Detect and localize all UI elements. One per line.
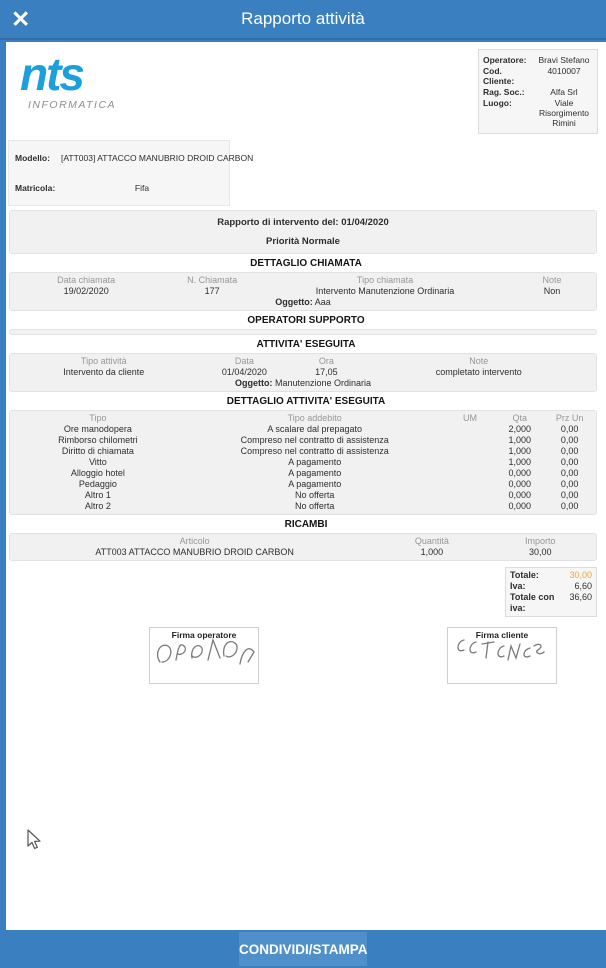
info-value: 4010007	[547, 66, 581, 76]
ricambi-rows	[10, 547, 596, 558]
close-icon[interactable]: ✕	[11, 6, 31, 32]
operator-signature-label: Firma operatore	[171, 630, 237, 640]
prz-un-cell: 0,00	[560, 468, 579, 478]
um-cell	[444, 479, 497, 490]
operator-signature-box[interactable]	[149, 627, 259, 684]
report-document	[6, 42, 606, 930]
report-banner	[9, 210, 597, 254]
tipo-addebito-cell: Compreso nel contratto di assistenza	[240, 435, 389, 445]
modello-row	[15, 153, 254, 163]
device-info-box	[8, 140, 254, 206]
note-value: completato intervento	[435, 367, 522, 377]
note-value: Non	[543, 286, 561, 296]
total-row	[510, 581, 592, 592]
matricola-label: Matricola:	[15, 183, 56, 193]
n-chiamata-value: 177	[204, 286, 220, 296]
qta-cell: 0,000	[508, 468, 532, 478]
col-header: Note	[542, 275, 562, 285]
col-header: Importo	[525, 536, 556, 546]
tipo-addebito-cell: A scalare dal prepagato	[267, 424, 362, 434]
info-value: Alfa Srl	[550, 87, 578, 97]
dettaglio-attivita-band	[9, 410, 597, 515]
info-label: Luogo:	[483, 98, 512, 108]
report-date-line: Rapporto di intervento del: 01/04/2020	[217, 217, 389, 228]
prz-un-cell: 0,00	[560, 490, 579, 500]
info-value: Bravi Stefano	[538, 55, 590, 65]
tipo-addebito-cell: A pagamento	[288, 457, 342, 467]
section-title-ricambi: RICAMBI	[284, 519, 328, 530]
qta-cell: 1,000	[508, 457, 532, 467]
col-header: Tipo chiamata	[356, 275, 414, 285]
ricambi-headers	[10, 536, 596, 547]
qta-cell: 0,000	[508, 490, 532, 500]
table-row	[10, 547, 596, 558]
oggetto-line	[10, 378, 596, 389]
customer-info-row	[483, 98, 593, 128]
table-row	[10, 468, 596, 479]
prz-un-cell: 0,00	[560, 479, 579, 489]
importo-cell: 30,00	[529, 547, 552, 557]
articolo-cell: ATT003 ATTACCO MANUBRIO DROID CARBON	[95, 547, 294, 557]
tipo-addebito-cell: Compreso nel contratto di assistenza	[240, 446, 389, 456]
page-title: Rapporto attività	[241, 9, 365, 28]
col-header: Data chiamata	[57, 275, 116, 285]
col-header: Tipo addebito	[287, 413, 342, 423]
col-header: Data	[234, 356, 254, 366]
prz-un-cell: 0,00	[560, 446, 579, 456]
prz-un-cell: 0,00	[560, 435, 579, 445]
total-row	[510, 592, 592, 614]
tipo-addebito-cell: A pagamento	[288, 468, 342, 478]
dettaglio-chiamata-band	[9, 272, 597, 311]
signatures-zone	[6, 627, 606, 697]
report-priority-line: Priorità Normale	[266, 236, 340, 247]
total-label: Iva:	[510, 581, 526, 591]
share-print-button[interactable]: CONDIVIDI/STAMPA	[239, 932, 367, 966]
um-cell	[444, 468, 497, 479]
dettaglio-attivita-headers	[10, 413, 596, 424]
table-row	[10, 490, 596, 501]
tipo-cell: Altro 2	[84, 501, 111, 511]
data-value: 01/04/2020	[221, 367, 267, 377]
info-value: Viale Risorgimento Rimini	[538, 98, 590, 128]
tipo-cell: Diritto di chiamata	[61, 446, 134, 456]
info-label: Operatore:	[483, 55, 527, 65]
col-header: UM	[462, 413, 477, 423]
table-row	[10, 457, 596, 468]
oggetto-label: Oggetto:	[275, 297, 313, 307]
customer-info-row	[483, 55, 593, 65]
tipo-addebito-cell: No offerta	[295, 490, 335, 500]
col-header: Tipo attività	[80, 356, 127, 366]
tipo-attivita-value: Intervento da cliente	[63, 367, 145, 377]
total-value: 6,60	[574, 581, 592, 591]
matricola-value: Fifa	[134, 183, 150, 193]
col-header: Prz Un	[555, 413, 584, 423]
tipo-cell: Pedaggio	[78, 479, 117, 489]
nts-logo-text: nts	[20, 48, 83, 100]
bottom-bar	[0, 930, 606, 968]
qta-cell: 1,000	[508, 446, 532, 456]
um-cell	[444, 501, 497, 512]
tipo-cell: Ore manodopera	[63, 424, 132, 434]
table-row	[10, 446, 596, 457]
col-header: Tipo	[89, 413, 107, 423]
col-header: Ora	[318, 356, 334, 366]
total-label: Totale con iva:	[510, 592, 555, 613]
data-chiamata-value: 19/02/2020	[63, 286, 109, 296]
prz-un-cell: 0,00	[560, 501, 579, 511]
oggetto-label: Oggetto:	[234, 378, 273, 388]
um-cell	[444, 435, 497, 446]
section-title-dettaglio-attivita: DETTAGLIO ATTIVITA' ESEGUITA	[226, 396, 386, 407]
quantita-cell: 1,000	[420, 547, 444, 557]
qta-cell: 0,000	[508, 501, 532, 511]
attivita-eseguita-values	[10, 367, 596, 378]
customer-info-box	[478, 49, 598, 134]
um-cell	[444, 424, 497, 435]
tipo-cell: Rimborso chilometri	[58, 435, 138, 445]
table-row	[10, 479, 596, 490]
modello-value: [ATT003] ATTACCO MANUBRIO DROID CARBON	[61, 153, 254, 163]
dettaglio-chiamata-values	[10, 286, 596, 297]
total-value: 30,00	[569, 570, 592, 580]
oggetto-value: Manutenzione Ordinaria	[274, 378, 372, 388]
oggetto-value: Aaa	[314, 297, 331, 307]
dettaglio-chiamata-headers	[10, 275, 596, 286]
customer-info-row	[483, 87, 593, 97]
nts-logo	[20, 48, 117, 134]
um-cell	[444, 446, 497, 457]
mouse-cursor	[25, 828, 43, 852]
app-bar	[0, 0, 606, 40]
col-header: Qta	[512, 413, 528, 423]
total-label: Totale:	[510, 570, 539, 580]
total-row	[510, 570, 592, 581]
modello-label: Modello:	[15, 153, 50, 163]
tipo-cell: Altro 1	[84, 490, 111, 500]
section-title-attivita-eseguita: ATTIVITA' ESEGUITA	[256, 339, 356, 350]
tipo-addebito-cell: No offerta	[295, 501, 335, 511]
operatori-supporto-band	[9, 329, 597, 335]
table-row	[10, 501, 596, 512]
tipo-cell: Vitto	[88, 457, 107, 467]
col-header: Quantità	[414, 536, 449, 546]
customer-info-row	[483, 66, 593, 86]
ricambi-band	[9, 533, 597, 561]
col-header: Articolo	[179, 536, 210, 546]
qta-cell: 1,000	[508, 435, 532, 445]
info-label: Cod. Cliente:	[483, 66, 515, 86]
attivita-eseguita-band	[9, 353, 597, 392]
ora-value: 17,05	[315, 367, 338, 377]
col-header: Note	[469, 356, 489, 366]
um-cell	[444, 490, 497, 501]
client-signature-box[interactable]	[447, 627, 557, 684]
section-title-dettaglio-chiamata: DETTAGLIO CHIAMATA	[250, 258, 362, 269]
qta-cell: 2,000	[508, 424, 532, 434]
qta-cell: 0,000	[508, 479, 532, 489]
totals-box	[505, 567, 597, 617]
table-row	[10, 435, 596, 446]
client-signature-label: Firma cliente	[475, 630, 529, 640]
nts-logo-subtext: INFORMATICA	[28, 98, 117, 111]
tipo-addebito-cell: A pagamento	[288, 479, 342, 489]
prz-un-cell: 0,00	[560, 424, 579, 434]
section-title-operatori-supporto: OPERATORI SUPPORTO	[247, 315, 365, 326]
tipo-chiamata-value: Intervento Manutenzione Ordinaria	[315, 286, 455, 296]
table-row	[10, 424, 596, 435]
um-cell	[444, 457, 497, 468]
dettaglio-attivita-rows	[10, 424, 596, 512]
tipo-cell: Alloggio hotel	[70, 468, 125, 478]
oggetto-line	[10, 297, 596, 308]
total-value: 36,60	[569, 592, 592, 602]
attivita-eseguita-headers	[10, 356, 596, 367]
matricola-row	[15, 183, 223, 193]
document-header	[6, 42, 606, 134]
info-label: Rag. Soc.:	[483, 87, 525, 97]
prz-un-cell: 0,00	[560, 457, 579, 467]
col-header: N. Chiamata	[187, 275, 238, 285]
